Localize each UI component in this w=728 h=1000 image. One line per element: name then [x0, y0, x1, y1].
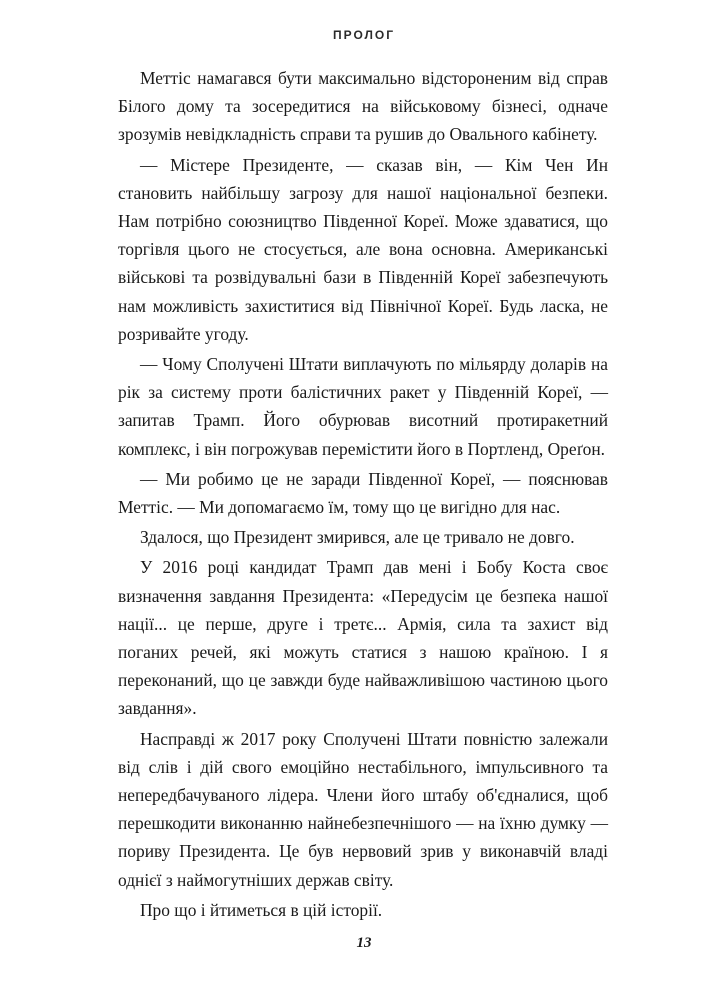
page-number: 13: [356, 935, 372, 951]
paragraph-1: Меттіс намагався бути максимально відстороненим від справ Білого дому та зосередитися на військовому бізнесі, одначе зрозумів невідкладність справи та рушив до Овального кабінету.: [118, 68, 608, 145]
body-text: [118, 64, 608, 926]
paragraph-4: — Ми робимо це не заради Південної Кореї, — пояснював Меттіс. — Ми допомагаємо їм, тому що це вигідно для нас.: [118, 468, 608, 518]
paragraph-2: — Містере Президенте, — сказав він, — Кім Чен Ин становить найбільшу загрозу для нашої національної безпеки. Нам потрібно союзництво Південної Кореї. Може здаватися, що торгівля цього не стосується, але вона основна. Американські військові та розвідувальні бази в Південній Кореї забезпечують нам можливість захиститися від Північної Кореї. Будь ласка, не розривайте угоду.: [118, 154, 608, 344]
paragraph-3: — Чому Сполучені Штати виплачують по мільярду доларів на рік за систему проти балістичних ракет у Південній Кореї, — запитав Трамп. Його обурював висотний протиракетний комплекс, і він погрожував перемістити його в Портленд, Ореґон.: [118, 354, 608, 459]
paragraph-8: Про що і йтиметься в цій історії.: [140, 899, 383, 920]
paragraph-5: Здалося, що Президент змирився, але це тривало не довго.: [140, 527, 575, 548]
running-head: ПРОЛОГ: [332, 28, 396, 42]
paragraph-7: Насправді ж 2017 року Сполучені Штати повністю залежали від слів і дій свого емоційно нестабільного, імпульсивного та непередбачуваного лідера. Члени його штабу об'єдналися, щоб перешкодити виконанню найнебезпечнішого — на їхню думку — пориву Президента. Це був нервовий зрив у виконавчій владі однієї з наймогутніших держав світу.: [118, 728, 608, 890]
paragraph-6: У 2016 році кандидат Трамп дав мені і Бобу Коста своє визначення завдання Президента: «Передусім це безпека нашої нації... це перше, друге і третє... Армія, сила та захист від поганих речей, які можуть статися з нашою країною. І я переконаний, що це завжди буде найважливішою частиною цього завдання».: [118, 557, 608, 719]
